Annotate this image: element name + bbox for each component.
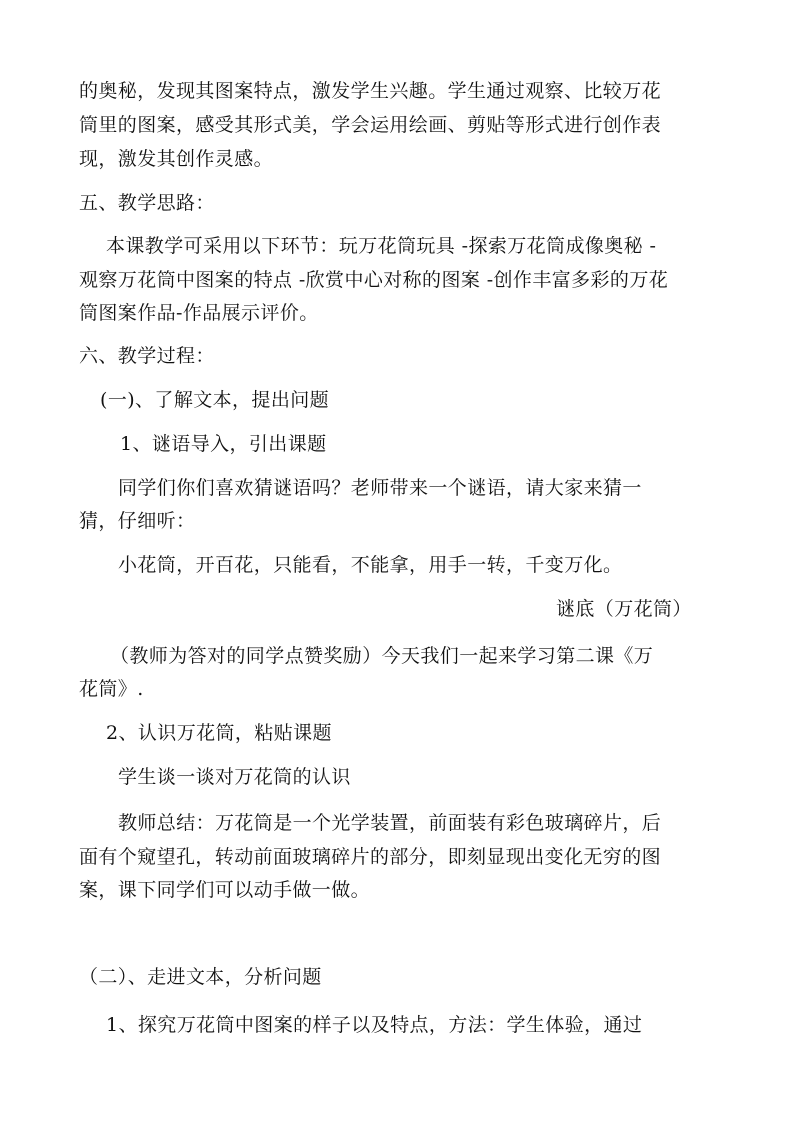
text-line: 面有个窥望孔，转动前面玻璃碎片的部分，即刻显现出变化无穷的图 <box>79 846 662 868</box>
text-line: 筒里的图案，感受其形式美，学会运用绘画、剪贴等形式进行创作表 <box>79 114 662 136</box>
step-2-discussion: 学生谈一谈对万花筒的认识 <box>118 766 351 788</box>
heading-teaching-approach: 五、教学思路： <box>79 192 215 214</box>
text-line: 的奥秘，发现其图案特点，激发学生兴趣。学生通过观察、比较万花 <box>79 80 662 102</box>
text-line: 案，课下同学们可以动手做一做。 <box>79 879 371 901</box>
step-2-title: 2、认识万花筒，粘贴课题 <box>106 722 332 744</box>
text-line: 花筒》. <box>79 678 144 700</box>
text-line: （教师为答对的同学点赞奖励）今天我们一起来学习第二课《万 <box>110 645 654 667</box>
subheading-part-one: (一)、了解文本，提出问题 <box>100 389 330 411</box>
text-line: 本课教学可采用以下环节：玩万花筒玩具 -探索万花筒成像奥秘 - <box>106 235 657 257</box>
subheading-part-two: （二）、走进文本，分析问题 <box>79 966 322 988</box>
text-line: 现，激发其创作灵感。 <box>79 148 274 170</box>
heading-teaching-process: 六、教学过程： <box>79 345 215 367</box>
text-line: 同学们你们喜欢猜谜语吗？老师带来一个谜语，请大家来猜一 <box>118 477 642 499</box>
text-line: 猜，仔细听： <box>79 510 196 532</box>
text-line: 教师总结：万花筒是一个光学装置，前面装有彩色玻璃碎片，后 <box>118 812 662 834</box>
riddle-text: 小花筒，开百花，只能看，不能拿，用手一转，千变万化。 <box>118 554 623 576</box>
text-line: 筒图案作品-作品展示评价。 <box>79 302 319 324</box>
part-two-step-1: 1、探究万花筒中图案的样子以及特点，方法：学生体验，通过 <box>106 1014 643 1036</box>
riddle-answer: 谜底（万花筒） <box>556 598 692 620</box>
step-1-title: 1、谜语导入，引出课题 <box>120 433 327 455</box>
text-line: 观察万花筒中图案的特点 -欣赏中心对称的图案 -创作丰富多彩的万花 <box>79 269 669 291</box>
